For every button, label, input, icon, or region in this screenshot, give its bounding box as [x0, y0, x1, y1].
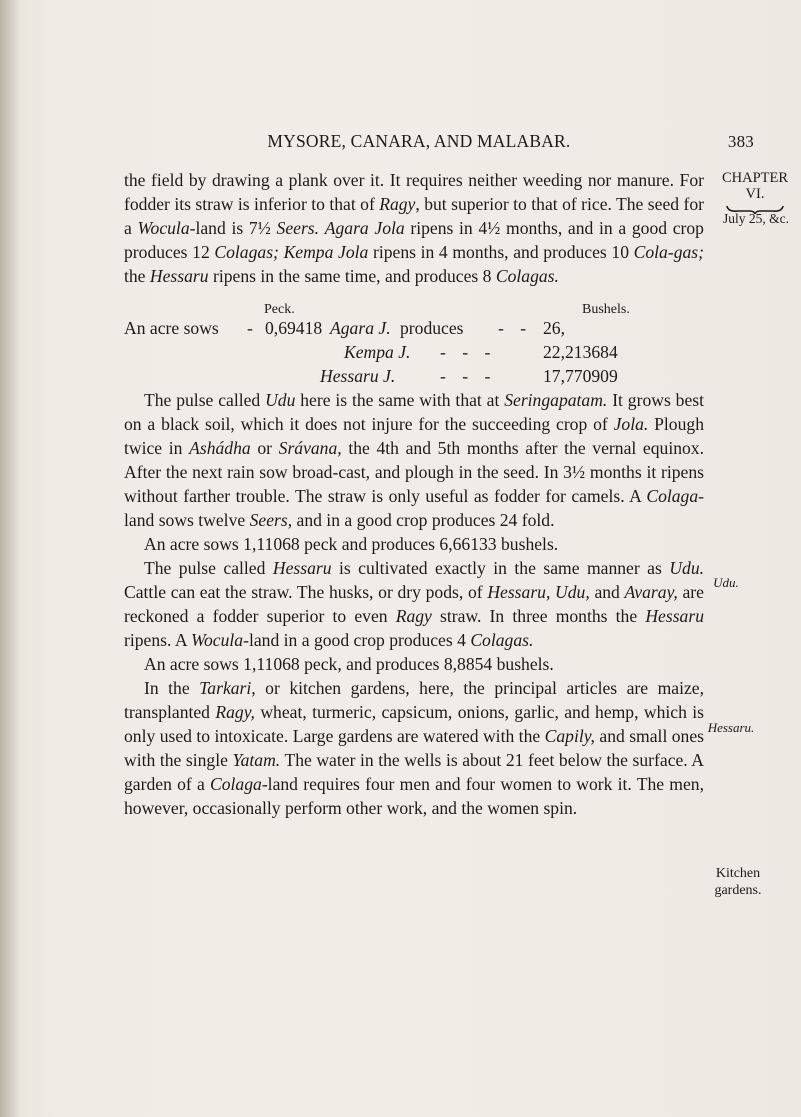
hessaru-margin-note: Hessaru.	[707, 720, 755, 735]
row-crop: Kempa J.	[344, 342, 411, 362]
page-number: 383	[727, 132, 754, 151]
row-verb: produces	[400, 318, 464, 338]
running-header	[200, 131, 754, 152]
row-dash: -	[247, 318, 253, 338]
chapter-number: VI.	[745, 186, 765, 202]
chapter-label: CHAPTER	[721, 170, 789, 186]
udu-margin-note: Udu.	[713, 575, 739, 590]
row-bushels: 26,	[543, 318, 565, 338]
running-title: MYSORE, CANARA, AND MALABAR.	[267, 131, 571, 151]
row-bushels: 17,770909	[543, 366, 618, 386]
udu-yield-line: An acre sows 1,11068 peck and produces 6,66133 bushels.	[144, 534, 559, 554]
row-crop: Hessaru J.	[320, 366, 396, 386]
table-row	[124, 340, 704, 364]
row-bushels: 22,213684	[543, 342, 618, 362]
kitchen-label: Kitchen	[715, 866, 761, 881]
row-lead: An acre sows	[124, 318, 219, 338]
kitchen-gardens-margin-note	[708, 865, 768, 899]
paragraph-kitchen-gardens: In the Tarkari, or kitchen gardens, here, the principal articles are maize, transplanted Ragy, wheat, turmeric, capsicum, onions, garlic, and hemp, which is only used to intoxicate. Large gardens are watered with the Capily, and small ones with the single Yatam. The water in the wells is about 21 feet below the surface. A garden of a Colaga-land requires four men and four women to work it. The men, however, occasionally perform other work, and the women spin.	[124, 678, 705, 818]
table-row	[124, 316, 704, 340]
body-text	[124, 168, 704, 820]
peck-column-header: Peck.	[264, 302, 295, 317]
paragraph-udu: The pulse called Udu here is the same with that at Seringapatam. It grows best on a black soil, which it does not injure for the succeeding crop of Jola. Plough twice in Ashádha or Srávana, the 4th and 5th months after the vernal equinox. After the next rain sow broad-cast, and plough in the seed. In 3½ months it ripens without farther trouble. The straw is only useful as fodder for camels. A Colaga-land sows twelve Seers, and in a good crop produces 24 fold.	[124, 390, 704, 530]
table-row	[124, 364, 704, 388]
bushels-column-header: Bushels.	[582, 302, 630, 317]
table-header	[124, 294, 704, 316]
paragraph-hessaru: The pulse called Hessaru is cultivated exactly in the same manner as Udu. Cattle can eat the straw. The husks, or dry pods, of Hessaru, Udu, and Avaray, are reckoned a fodder superior to even Ragy straw. In three months the Hessaru ripens. A Wocula-land in a good crop produces 4 Colagas.	[124, 558, 705, 650]
row-dashes: - -	[498, 318, 533, 338]
row-dashes: - - -	[440, 366, 497, 386]
row-crop: Agara J.	[330, 318, 391, 338]
date-margin-note: July 25, &c.	[723, 211, 789, 226]
gardens-label: gardens.	[714, 883, 762, 898]
gutter-shadow	[0, 0, 20, 1117]
paragraph-jola: the field by drawing a plank over it. It requires neither weeding nor manure. For fodder its straw is inferior to that of Ragy, but superior to that of rice. The seed for a Wocula-land is 7½ Seers. Agara Jola ripens in 4½ months, and in a good crop produces 12 Colagas; Kempa Jola ripens in 4 months, and produces 10 Cola-gas; the Hessaru ripens in the same time, and produces 8 Colagas.	[124, 170, 704, 286]
chapter-margin-note	[705, 170, 801, 214]
row-peck: 0,69418	[265, 318, 323, 338]
hessaru-yield-line: An acre sows 1,11068 peck, and produces 8,8854 bushels.	[144, 654, 554, 674]
row-dashes: - - -	[440, 342, 497, 362]
